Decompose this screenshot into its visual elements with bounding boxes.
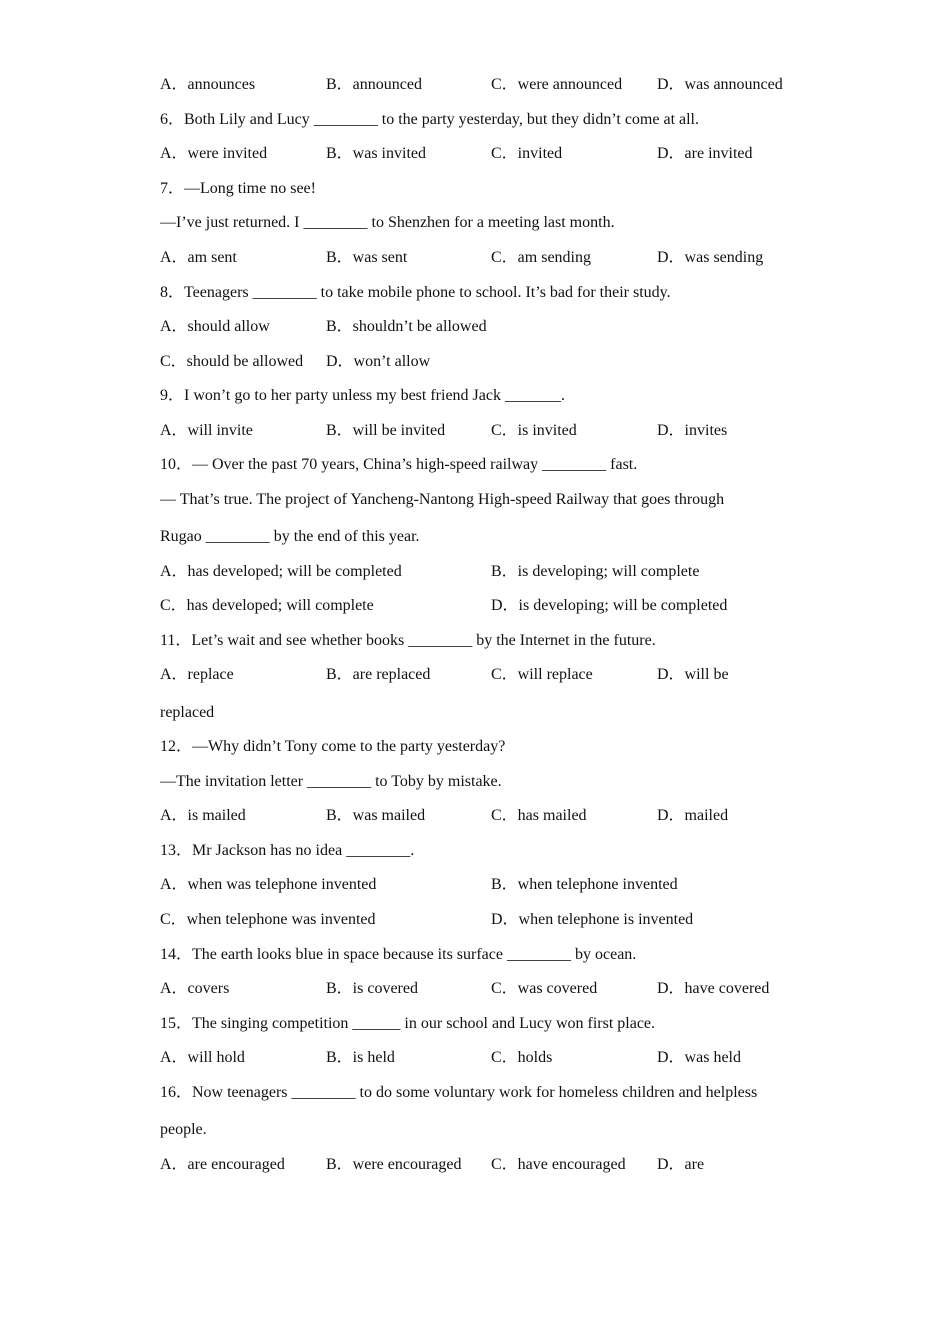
q14-option-c[interactable]: C．was covered <box>491 980 598 997</box>
q12-stem-reply: —The invitation letter ________ to Toby by mistake. <box>160 773 502 790</box>
q15-option-b[interactable]: B．is held <box>326 1049 395 1066</box>
q10-option-c[interactable]: C．has developed; will complete <box>160 597 374 614</box>
q7-option-d[interactable]: D．was sending <box>657 249 764 266</box>
q6-option-b[interactable]: B．was invited <box>326 145 426 162</box>
q6-option-c[interactable]: C．invited <box>491 145 563 162</box>
q14-option-a[interactable]: A．covers <box>160 980 230 997</box>
q7-option-b[interactable]: B．was sent <box>326 249 408 266</box>
q11-stem: 11．Let’s wait and see whether books ________ by the Internet in the future. <box>160 632 656 649</box>
q9-option-c[interactable]: C．is invited <box>491 422 577 439</box>
q5-option-d[interactable]: D．was announced <box>657 76 783 93</box>
q10-option-a[interactable]: A．has developed; will be completed <box>160 563 402 580</box>
q7-stem-reply: —I’ve just returned. I ________ to Shenzhen for a meeting last month. <box>160 214 615 231</box>
q14-stem: 14．The earth looks blue in space because its surface ________ by ocean. <box>160 946 637 963</box>
q8-option-b[interactable]: B．shouldn’t be allowed <box>326 318 487 335</box>
q10-stem-reply: — That’s true. The project of Yancheng-Nantong High-speed Railway that goes through <box>160 491 725 508</box>
q14-option-b[interactable]: B．is covered <box>326 980 418 997</box>
q16-stem: 16．Now teenagers ________ to do some voluntary work for homeless children and helpless <box>160 1084 758 1101</box>
q7-stem: 7．—Long time no see! <box>160 180 316 197</box>
q9-option-a[interactable]: A．will invite <box>160 422 253 439</box>
q11-option-b[interactable]: B．are replaced <box>326 666 431 683</box>
q11-option-c[interactable]: C．will replace <box>491 666 593 683</box>
q8-option-a[interactable]: A．should allow <box>160 318 270 335</box>
q15-option-a[interactable]: A．will hold <box>160 1049 245 1066</box>
q6-stem: 6．Both Lily and Lucy ________ to the party yesterday, but they didn’t come at all. <box>160 111 699 128</box>
q10-option-b[interactable]: B．is developing; will complete <box>491 563 700 580</box>
q16-stem-continued: people. <box>160 1121 207 1138</box>
q12-option-c[interactable]: C．has mailed <box>491 807 587 824</box>
q9-option-b[interactable]: B．will be invited <box>326 422 446 439</box>
q14-option-d[interactable]: D．have covered <box>657 980 770 997</box>
q7-option-a[interactable]: A．am sent <box>160 249 237 266</box>
q13-option-d[interactable]: D．when telephone is invented <box>491 911 694 928</box>
q13-option-c[interactable]: C．when telephone was invented <box>160 911 376 928</box>
q12-stem: 12．—Why didn’t Tony come to the party yesterday? <box>160 738 506 755</box>
q16-option-d[interactable]: D．are <box>657 1156 705 1173</box>
q10-stem: 10．— Over the past 70 years, China’s high-speed railway ________ fast. <box>160 456 638 473</box>
q11-option-a[interactable]: A．replace <box>160 666 234 683</box>
q13-stem: 13．Mr Jackson has no idea ________. <box>160 842 415 859</box>
q9-stem: 9．I won’t go to her party unless my best friend Jack _______. <box>160 387 565 404</box>
q16-option-c[interactable]: C．have encouraged <box>491 1156 626 1173</box>
q7-option-c[interactable]: C．am sending <box>491 249 591 266</box>
q8-option-c[interactable]: C．should be allowed <box>160 353 304 370</box>
q5-option-c[interactable]: C．were announced <box>491 76 623 93</box>
q5-option-a[interactable]: A．announces <box>160 76 256 93</box>
q12-option-b[interactable]: B．was mailed <box>326 807 426 824</box>
q15-option-c[interactable]: C．holds <box>491 1049 553 1066</box>
q11-option-d[interactable]: D．will be <box>657 666 729 683</box>
q6-option-a[interactable]: A．were invited <box>160 145 268 162</box>
q10-stem-continued: Rugao ________ by the end of this year. <box>160 528 420 545</box>
q10-option-d[interactable]: D．is developing; will be completed <box>491 597 728 614</box>
q8-option-d[interactable]: D．won’t allow <box>326 353 431 370</box>
q16-option-b[interactable]: B．were encouraged <box>326 1156 462 1173</box>
q15-stem: 15．The singing competition ______ in our school and Lucy won first place. <box>160 1015 656 1032</box>
q12-option-a[interactable]: A．is mailed <box>160 807 246 824</box>
q9-option-d[interactable]: D．invites <box>657 422 728 439</box>
q6-option-d[interactable]: D．are invited <box>657 145 753 162</box>
q13-option-a[interactable]: A．when was telephone invented <box>160 876 377 893</box>
q11-option-d-wrap[interactable]: replaced <box>160 704 215 721</box>
q12-option-d[interactable]: D．mailed <box>657 807 729 824</box>
q16-option-a[interactable]: A．are encouraged <box>160 1156 285 1173</box>
q15-option-d[interactable]: D．was held <box>657 1049 741 1066</box>
q5-option-b[interactable]: B．announced <box>326 76 422 93</box>
q13-option-b[interactable]: B．when telephone invented <box>491 876 678 893</box>
q8-stem: 8．Teenagers ________ to take mobile phone to school. It’s bad for their study. <box>160 284 671 301</box>
